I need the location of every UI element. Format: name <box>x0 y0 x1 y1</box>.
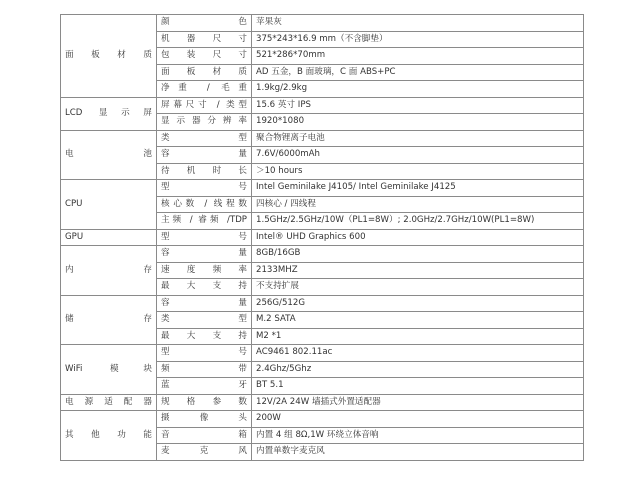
spec-label: 最大支持 <box>157 279 252 296</box>
spec-row <box>61 394 584 411</box>
spec-value: 四核心 / 四线程 <box>252 196 584 213</box>
spec-value: 200W <box>252 411 584 428</box>
spec-label: 包装尺寸 <box>157 48 252 65</box>
spec-row <box>61 295 584 312</box>
spec-value: 8GB/16GB <box>252 246 584 263</box>
spec-label: 蓝牙 <box>157 378 252 395</box>
category-cell: CPU <box>61 180 157 230</box>
spec-row <box>61 15 584 32</box>
spec-label: 摄像头 <box>157 411 252 428</box>
spec-value: ＞10 hours <box>252 163 584 180</box>
spec-label: 型号 <box>157 345 252 362</box>
spec-label: 面板材质 <box>157 64 252 81</box>
spec-value: BT 5.1 <box>252 378 584 395</box>
spec-row <box>61 130 584 147</box>
spec-value: 2133MHZ <box>252 262 584 279</box>
spec-label: 机器尺寸 <box>157 31 252 48</box>
spec-value: 2.4Ghz/5Ghz <box>252 361 584 378</box>
spec-value: 7.6V/6000mAh <box>252 147 584 164</box>
spec-row <box>61 180 584 197</box>
category-cell: LCD 显示屏 <box>61 97 157 130</box>
spec-value: 256G/512G <box>252 295 584 312</box>
spec-value: Intel® UHD Graphics 600 <box>252 229 584 246</box>
category-cell: 内存 <box>61 246 157 296</box>
category-cell: 电源适配器 <box>61 394 157 411</box>
spec-label: 麦克风 <box>157 444 252 461</box>
category-cell: 面板材质 <box>61 15 157 98</box>
spec-value: 15.6 英寸 IPS <box>252 97 584 114</box>
spec-value: 1.9kg/2.9kg <box>252 81 584 98</box>
spec-value: 521*286*70mm <box>252 48 584 65</box>
spec-value: AC9461 802.11ac <box>252 345 584 362</box>
category-cell: 电池 <box>61 130 157 180</box>
spec-label: 规格参数 <box>157 394 252 411</box>
spec-value: 内置 4 组 8Ω,1W 环绕立体音响 <box>252 427 584 444</box>
spec-value: Intel Geminilake J4105/ Intel Geminilake J4125 <box>252 180 584 197</box>
spec-label: 待机时长 <box>157 163 252 180</box>
spec-value: M.2 SATA <box>252 312 584 329</box>
spec-row <box>61 97 584 114</box>
spec-value: 内置单数字麦克风 <box>252 444 584 461</box>
category-cell: GPU <box>61 229 157 246</box>
spec-label: 类型 <box>157 130 252 147</box>
spec-value: 聚合物锂离子电池 <box>252 130 584 147</box>
spec-label: 净重 / 毛重 <box>157 81 252 98</box>
spec-label: 音箱 <box>157 427 252 444</box>
spec-label: 速度频率 <box>157 262 252 279</box>
spec-row <box>61 246 584 263</box>
spec-table <box>60 14 584 461</box>
spec-table-body <box>61 15 584 461</box>
spec-value: 苹果灰 <box>252 15 584 32</box>
spec-value: AD 五金，B 面玻璃，C 面 ABS+PC <box>252 64 584 81</box>
spec-value: 375*243*16.9 mm（不含脚垫） <box>252 31 584 48</box>
spec-label: 颜色 <box>157 15 252 32</box>
spec-label: 屏幕尺寸 / 类型 <box>157 97 252 114</box>
spec-label: 型号 <box>157 229 252 246</box>
spec-value: 不支持扩展 <box>252 279 584 296</box>
spec-label: 主频 / 睿频 /TDP <box>157 213 252 230</box>
spec-label: 容量 <box>157 246 252 263</box>
spec-label: 类型 <box>157 312 252 329</box>
spec-label: 型号 <box>157 180 252 197</box>
spec-label: 最大支持 <box>157 328 252 345</box>
spec-label: 频带 <box>157 361 252 378</box>
category-cell: 其他功能 <box>61 411 157 461</box>
spec-label: 容量 <box>157 295 252 312</box>
spec-row <box>61 229 584 246</box>
spec-value: 1920*1080 <box>252 114 584 131</box>
spec-value: 12V/2A 24W 墙插式外置适配器 <box>252 394 584 411</box>
spec-label: 核心数 / 线程数 <box>157 196 252 213</box>
spec-value: M2 *1 <box>252 328 584 345</box>
spec-row <box>61 345 584 362</box>
spec-label: 容量 <box>157 147 252 164</box>
spec-label: 显示器分辨率 <box>157 114 252 131</box>
category-cell: WiFi 模块 <box>61 345 157 395</box>
category-cell: 储存 <box>61 295 157 345</box>
spec-value: 1.5GHz/2.5GHz/10W（PL1=8W）; 2.0GHz/2.7GHz/10W(PL1=8W) <box>252 213 584 230</box>
spec-row <box>61 411 584 428</box>
